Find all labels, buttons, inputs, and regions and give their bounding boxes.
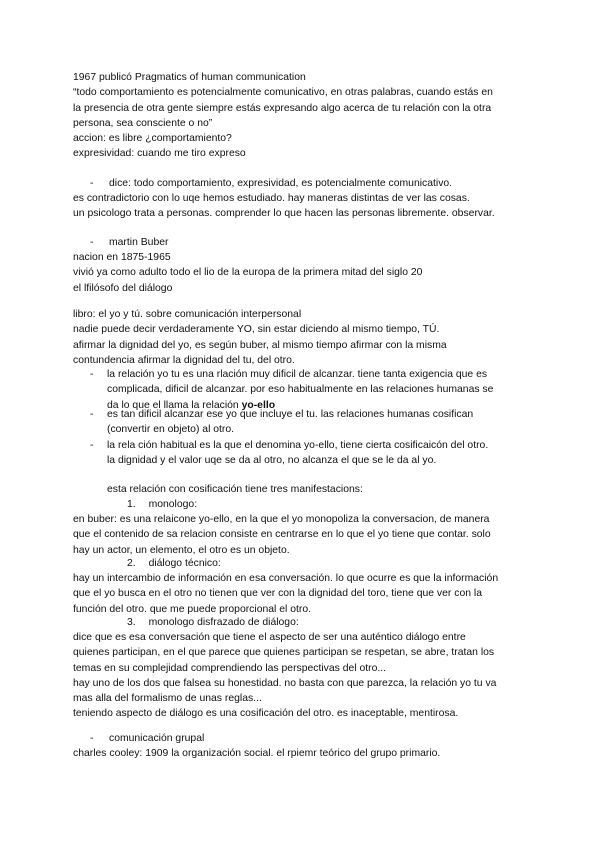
- text-line: la rela ción habitual es la que el denomina yo-ello, tiene cierta cosificaicón del otro.: [107, 440, 489, 451]
- bullet-text: dice: todo comportamiento, expresividad, es potencialmente comunicativo.: [109, 178, 453, 189]
- bullet-text: martin Buber: [109, 237, 169, 248]
- bullet-item-grupal: [90, 731, 530, 747]
- bold-term: yo-ello: [241, 399, 276, 411]
- text-line: un psicologo trata a personas. comprender lo que hacen las personas libremente. observar.: [73, 208, 495, 220]
- bullet-item-buber: [90, 235, 530, 251]
- dice-paragraph: [73, 191, 533, 222]
- text-line: temas en su complejidad comprendiendo las perspectivas del otro...: [73, 662, 387, 674]
- numbered-item-monologo: [127, 497, 197, 512]
- numbered-item-monologo-disfrazado: [127, 615, 299, 630]
- bullet-dash: -: [90, 409, 94, 420]
- text-line: en buber: es una relaicone yo-ello, en la que el yo monopoliza la conversacion, de manera: [73, 514, 490, 525]
- bullet-item-cosifican: [90, 407, 530, 438]
- text-line: función del otro. que me puede proporcional el otro.: [73, 603, 311, 615]
- text-line: accion: es libre ¿comportamiento?: [73, 133, 232, 145]
- intro-paragraph: [73, 70, 533, 162]
- text-line: 1967 publicó Pragmatics of human communication: [73, 72, 306, 83]
- grupal-paragraph: [73, 746, 533, 761]
- bullet-item-dice: [90, 176, 530, 192]
- text-line: que el contenido de sa relacion consiste en centrarse en lo que el yo tiene que contar. solo: [73, 529, 491, 541]
- text-line: es contradictorio con lo uqe hemos estudiado. hay maneras distintas de ver las cosas.: [73, 193, 470, 204]
- text-line: complicada, dificil de alcanzar. por eso habitualmente en las relaciones humanas se: [107, 384, 494, 396]
- item-label: diálogo técnico:: [148, 558, 221, 569]
- item-number: 3.: [127, 617, 136, 628]
- text-line: contundencia afirmar la dignidad del tu, del otro.: [73, 354, 295, 366]
- text-line: vivió ya como adulto todo el lio de la europa de la primera mitad del siglo 20: [73, 267, 423, 279]
- text-line: afirmar la dignidad del yo, es según buber, al mismo tiempo afirmar con la misma: [73, 339, 447, 351]
- bullet-dash: -: [90, 237, 94, 248]
- text-line: “todo comportamiento es potencialmente comunicativo, en otras palabras, cuando estás en: [73, 87, 493, 99]
- monologo-paragraph: [73, 512, 533, 558]
- text-line: persona, sea consciente o no”: [73, 117, 213, 129]
- text-line: la presencia de otra gente siempre estás expresando algo acerca de tu relación con la otra: [73, 102, 492, 114]
- libro-paragraph: [73, 307, 533, 368]
- text-line: que el yo busca en el otro no tienen que ver con la dignidad del toro, tiene que ver con la: [73, 588, 482, 600]
- text-line: (convertir en objeto) al otro.: [107, 424, 235, 436]
- text-line: la relación yo tu es una rlación muy dificil de alcanzar. tiene tanta exigencia que es: [107, 369, 488, 380]
- item-number: 2.: [127, 558, 136, 569]
- text-line: quienes participan, en el que parece que quienes participan se respetan, se abre, tratan los: [73, 647, 495, 659]
- item-number: 1.: [127, 499, 136, 510]
- text-line: mas alla del formalismo de unas reglas...: [73, 693, 262, 705]
- text-line: teniendo aspecto de diálogo es una cosificación del otro. es inaceptable, mentirosa.: [73, 708, 459, 720]
- text-line: hay un intercambio de información en esa conversación. lo que ocurre es que la información: [73, 573, 499, 584]
- numbered-item-dialogo-tecnico: [127, 556, 221, 571]
- buber-paragraph: [73, 250, 533, 296]
- text-line: dice que es esa conversación que tiene el aspecto de ser una auténtico diálogo entre: [73, 632, 466, 643]
- item-label: monologo:: [148, 499, 198, 510]
- dialogo-tecnico-paragraph: [73, 571, 533, 617]
- item-label: monologo disfrazado de diálogo:: [148, 617, 299, 628]
- text-line: la dignidad y el valor uqe se da al otro, no alcanza el que se le da al yo.: [107, 455, 437, 467]
- text-line: hay un actor, un elemento, el otro es un objeto.: [73, 544, 290, 556]
- text-line: es tan dificil alcanzar ese yo que incluye el tu. las relaciones humanas cosifican: [107, 409, 474, 420]
- text-line: charles cooley: 1909 la organización social. el rpiemr teórico del grupo primario.: [73, 748, 441, 759]
- text-line: nacion en 1875-1965: [73, 252, 171, 263]
- text-line: el lfilósofo del diálogo: [73, 282, 173, 294]
- text-line: nadie puede decir verdaderamente YO, sin estar diciendo al mismo tiempo, TÚ.: [73, 324, 440, 336]
- bullet-dash: -: [90, 178, 94, 189]
- text-line: hay uno de los dos que falsea su honestidad. no basta con que parezca, la relación yo tu va: [73, 677, 497, 689]
- text-line: da lo que el llama la relación: [107, 399, 242, 411]
- bullet-dash: -: [90, 733, 94, 744]
- monologo-disfrazado-paragraph: [73, 630, 533, 722]
- manifestaciones-heading: esta relación con cosificación tiene tres manifestacions:: [107, 484, 363, 495]
- bullet-dash: -: [90, 440, 94, 451]
- bullet-item-yo-ello: [90, 438, 530, 469]
- bullet-dash: -: [90, 369, 94, 380]
- text-line: expresividad: cuando me tiro expreso: [73, 148, 246, 160]
- text-line: libro: el yo y tú. sobre comunicación interpersonal: [73, 309, 302, 320]
- bullet-text: comunicación grupal: [109, 733, 205, 744]
